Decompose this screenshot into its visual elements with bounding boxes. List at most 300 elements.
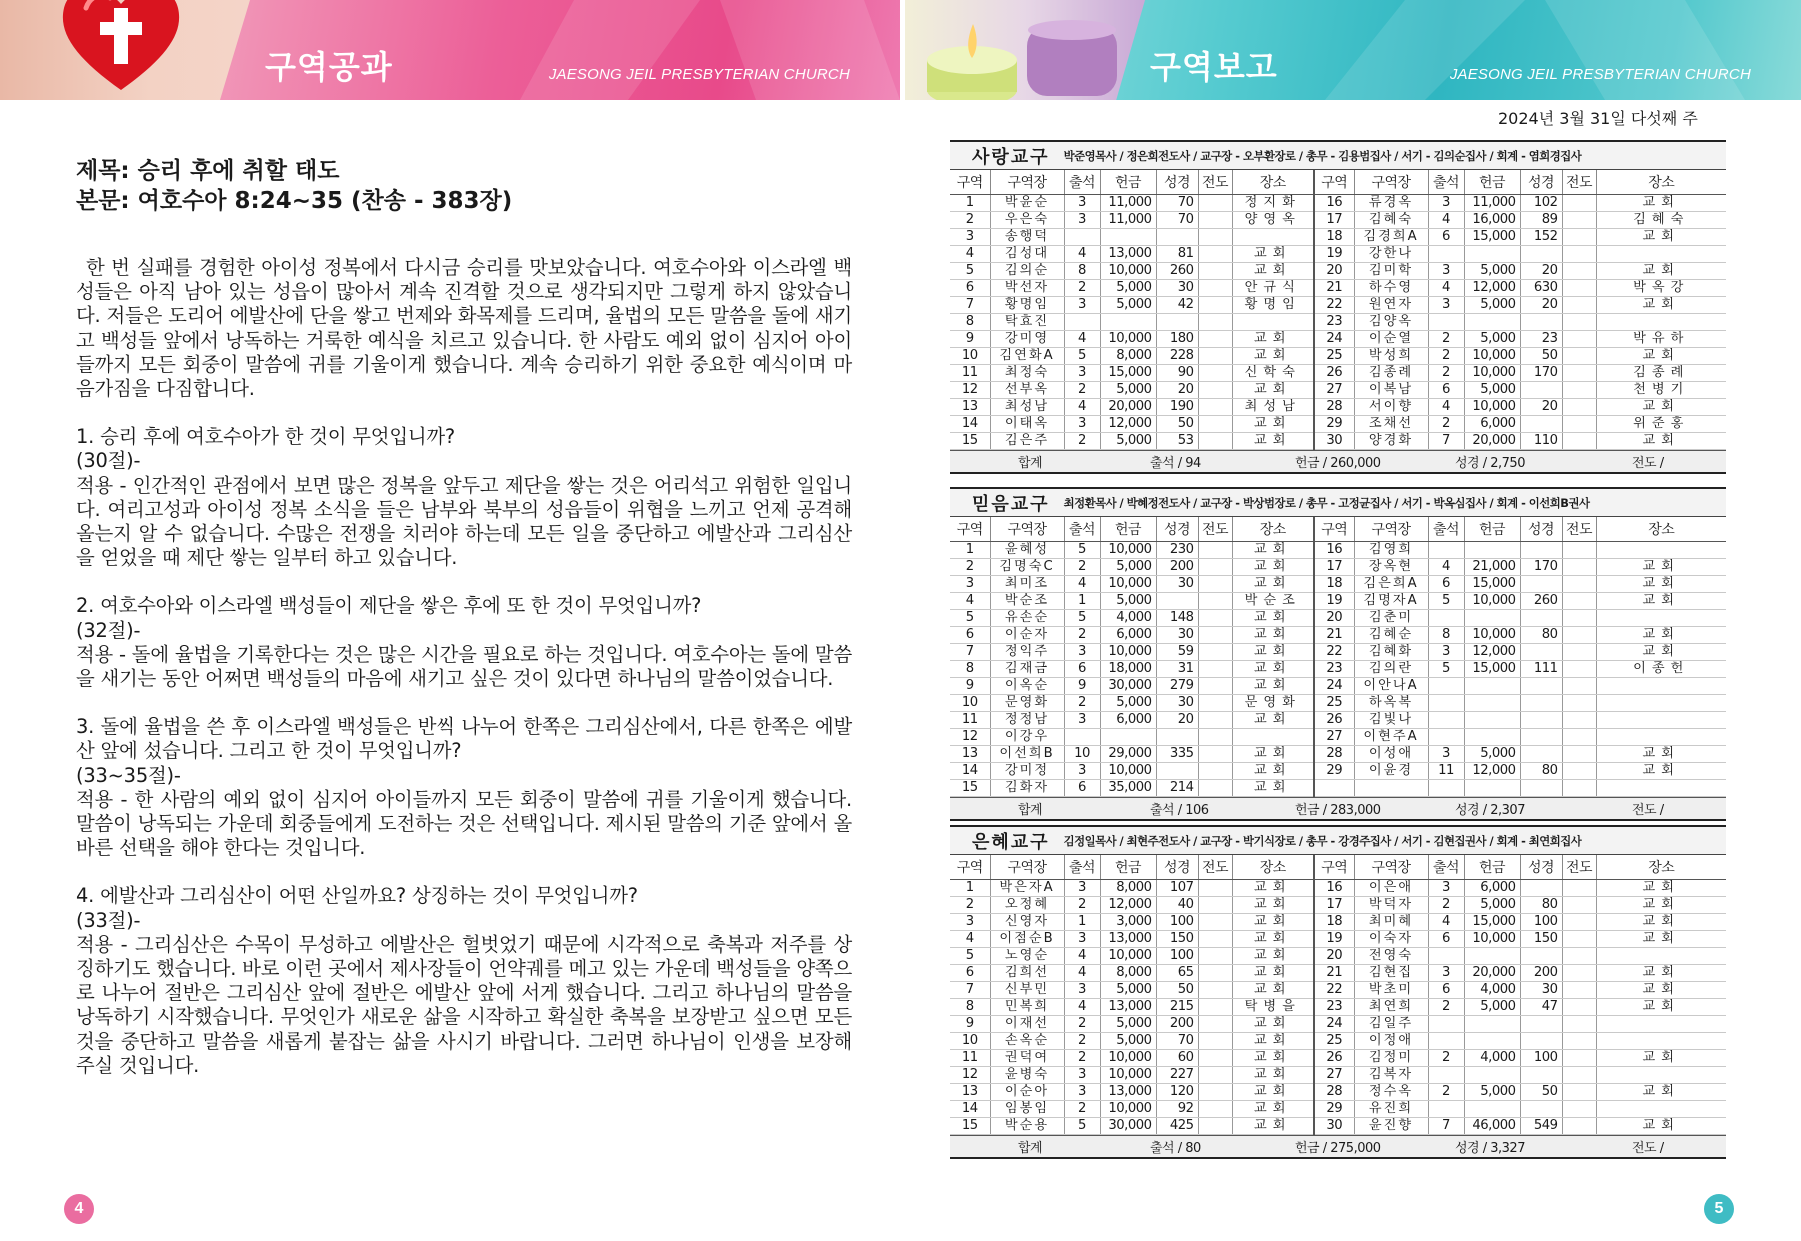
column-header: 헌금 [1464,517,1520,541]
table-row [950,541,1726,558]
table-row [950,1083,1726,1100]
table-cell: 5,000 [1100,1015,1156,1032]
table-cell: 12,000 [1100,415,1156,432]
table-cell: 5 [1064,347,1100,364]
table-cell: 박선자 [990,279,1064,296]
table-cell: 문영화 [990,694,1064,711]
column-header: 출석 [1064,170,1100,194]
table-cell [1464,609,1520,626]
table-cell: 12,000 [1464,762,1520,779]
table-cell: 5,000 [1100,296,1156,313]
table-cell: 교회 [1596,228,1726,245]
table-cell [1428,609,1464,626]
table-cell: 김경희A [1354,228,1428,245]
total-evangelism: 전도 / [1632,1140,1664,1156]
table-cell [1198,896,1232,913]
table-cell: 14 [950,1100,990,1117]
table-cell: 27 [1314,381,1354,398]
table-row [950,1117,1726,1134]
table-cell [1520,745,1562,762]
column-header: 전도 [1562,517,1596,541]
table-cell: 50 [1520,1083,1562,1100]
table-cell: 9 [950,1015,990,1032]
table-cell: 교회 [1232,575,1314,592]
table-cell [1428,711,1464,728]
question-reference: (32절)- [76,618,141,642]
table-cell: 6,000 [1100,626,1156,643]
table-cell: 17 [1314,896,1354,913]
table-cell [1198,779,1232,796]
table-cell: 50 [1156,981,1198,998]
table-cell [1198,728,1232,745]
table-cell: 이안나A [1354,677,1428,694]
table-cell: 교회 [1232,609,1314,626]
table-cell: 13,000 [1100,930,1156,947]
table-cell: 5,000 [1464,745,1520,762]
table-cell: 교회 [1596,896,1726,913]
table-cell [1064,313,1100,330]
table-cell: 이은애 [1354,879,1428,896]
table-cell [1428,694,1464,711]
table-cell: 46,000 [1464,1117,1520,1134]
table-cell [1198,626,1232,643]
table-cell: 8 [950,998,990,1015]
table-cell: 25 [1314,694,1354,711]
table-cell: 6 [1428,930,1464,947]
table-cell: 김명자A [1354,592,1428,609]
table-cell: 15,000 [1464,575,1520,592]
table-cell: 교회 [1232,1083,1314,1100]
table-cell: 28 [1314,745,1354,762]
lesson-question [76,715,852,860]
table-cell [1596,1100,1726,1117]
district-staff: 박준영목사 / 정은희전도사 / 교구장 - 오부환장로 / 총무 - 김용범집사 / 서기 - 김의순집사 / 회계 - 염희경집사 [1063,148,1582,163]
table-cell: 김의순 [990,262,1064,279]
table-cell: 9 [1064,677,1100,694]
table-cell: 20 [1314,609,1354,626]
table-cell [1562,592,1596,609]
table-cell [1562,913,1596,930]
table-cell: 교회 [1596,262,1726,279]
table-cell: 120 [1156,1083,1198,1100]
table-cell [1562,1032,1596,1049]
table-cell: 김명숙C [990,558,1064,575]
table-row [950,896,1726,913]
column-header: 장소 [1596,170,1726,194]
table-cell: 교회 [1232,981,1314,998]
question-reference: (33~35절)- [76,763,181,787]
page-number: 5 [1704,1194,1734,1224]
table-cell: 5 [1064,609,1100,626]
table-cell: 16,000 [1464,211,1520,228]
table-row [950,762,1726,779]
table-cell [1562,194,1596,211]
table-header-row [950,855,1726,879]
roster-table [950,517,1726,797]
table-cell: 15,000 [1464,228,1520,245]
table-cell: 4 [1064,398,1100,415]
question-reference: (30절)- [76,449,141,473]
lesson-intro: 한 번 실패를 경험한 아이성 정복에서 다시금 승리를 맛보았습니다. 여호수아와 이스라엘 백성들은 아직 남아 있는 성읍이 많아서 계속 진격할 것으로 생각되지만 그렇게 하지 않았습니다. 저들은 도리어 에발산에 단을 쌓고 번제와 화목제를 드리며, 율법의 모든 말씀을 돌에 새기고 백성들 앞에서 낭독하는 거룩한 예식을 치르고 있습니다. 한 사람도 예외 없이 심지어 아이들까지 모든 회중이 말씀에 귀를 기울이게 했습니다. 계속 승리하기 위한 중요한 예식이며 마음가짐을 다짐합니다. [76,256,852,401]
table-cell: 150 [1156,930,1198,947]
table-cell: 148 [1156,609,1198,626]
table-row [950,1032,1726,1049]
table-cell: 6 [1428,575,1464,592]
table-cell: 2 [1428,364,1464,381]
table-row [950,592,1726,609]
district-header [950,825,1726,855]
table-cell: 7 [1428,432,1464,449]
table-cell [1428,728,1464,745]
table-cell: 김희선 [990,964,1064,981]
table-cell: 10,000 [1100,1066,1156,1083]
table-cell: 교회 [1232,930,1314,947]
table-cell: 3 [1064,1083,1100,1100]
table-cell [1232,228,1314,245]
table-cell: 260 [1156,262,1198,279]
table-cell: 20 [1520,296,1562,313]
table-cell: 20,000 [1464,964,1520,981]
table-cell: 3 [1064,711,1100,728]
table-cell: 3 [1428,879,1464,896]
table-cell: 김혜화 [1354,643,1428,660]
table-row [950,677,1726,694]
table-cell: 22 [1314,981,1354,998]
question-application: 적용 - 인간적인 관점에서 보면 많은 정복을 앞두고 제단을 쌓는 것은 어리석고 위험한 일입니다. 여리고성과 아이성 정복 소식을 들은 남부와 북부의 성읍들이 위협을 느끼고 언제 공격해 올는지 알 수 없습니다. 수많은 전쟁을 치러야 하는데 모든 일을 중단하고 에발산과 그리심산을 얻었을 때 제단 쌓는 일부터 하고 있습니다. [76,473,852,570]
table-cell [1562,779,1596,796]
table-cell: 5,000 [1100,381,1156,398]
table-cell: 5,000 [1100,558,1156,575]
total-evangelism: 전도 / [1632,455,1664,471]
table-cell: 10,000 [1100,1049,1156,1066]
table-cell: 교회 [1232,964,1314,981]
table-cell: 우은숙 [990,211,1064,228]
column-header: 구역 [950,855,990,879]
table-cell: 24 [1314,330,1354,347]
table-cell: 3 [1064,930,1100,947]
table-cell: 김종례 [1354,364,1428,381]
table-cell: 260 [1520,592,1562,609]
lesson-scripture-line: 본문: 여호수아 8:24~35 (찬송 - 383장) [76,188,513,214]
table-cell: 47 [1520,998,1562,1015]
table-cell [1520,575,1562,592]
table-cell: 29 [1314,762,1354,779]
table-cell [1198,194,1232,211]
candle-icon [917,20,1137,100]
table-cell [1464,245,1520,262]
table-cell [1596,677,1726,694]
column-header: 헌금 [1100,855,1156,879]
section-title: 구역보고 [1150,48,1278,86]
table-cell: 교회 [1596,1117,1726,1134]
district-header [950,487,1726,517]
right-header-banner [905,0,1801,100]
table-cell [1314,779,1354,796]
table-row [950,745,1726,762]
table-cell: 15 [950,1117,990,1134]
table-cell: 3 [950,575,990,592]
table-cell: 6 [950,279,990,296]
table-cell [1156,728,1198,745]
table-cell: 11 [950,1049,990,1066]
table-cell: 교회 [1596,1083,1726,1100]
table-cell: 교회 [1232,1032,1314,1049]
column-header: 장소 [1596,855,1726,879]
column-header: 구역장 [990,517,1064,541]
table-cell [1596,609,1726,626]
table-cell: 100 [1520,913,1562,930]
table-cell [1562,762,1596,779]
table-cell: 5 [1064,541,1100,558]
column-header: 헌금 [1464,855,1520,879]
lesson-body [76,256,852,1078]
table-cell: 10,000 [1100,330,1156,347]
table-cell: 김재금 [990,660,1064,677]
table-cell: 이재선 [990,1015,1064,1032]
table-cell: 81 [1156,245,1198,262]
lesson-title [76,156,852,216]
table-cell: 20 [1520,262,1562,279]
table-cell: 10 [1064,745,1100,762]
table-cell [1520,541,1562,558]
table-cell: 2 [1428,347,1464,364]
question-text: 4. 에발산과 그리심산이 어떤 산일까요? 상징하는 것이 무엇입니까? [76,884,638,908]
table-cell: 29 [1314,1100,1354,1117]
table-cell: 2 [1428,1049,1464,1066]
table-row [950,228,1726,245]
table-cell: 20,000 [1100,398,1156,415]
table-cell: 김일주 [1354,1015,1428,1032]
table-cell: 교회 [1232,541,1314,558]
table-cell: 16 [1314,541,1354,558]
total-label: 합계 [1018,802,1043,818]
table-cell: 교회 [1596,194,1726,211]
heart-cross-icon [56,0,186,98]
table-cell [1100,228,1156,245]
table-cell [1562,228,1596,245]
table-cell: 30 [1314,432,1354,449]
table-cell: 교회 [1232,660,1314,677]
table-cell [1562,398,1596,415]
column-header: 구역 [1314,517,1354,541]
table-cell: 23 [1520,330,1562,347]
table-cell: 3 [1064,643,1100,660]
table-row [950,575,1726,592]
table-cell: 5 [1064,1117,1100,1134]
table-row [950,558,1726,575]
table-cell [1464,1015,1520,1032]
table-row [950,660,1726,677]
table-cell: 5,000 [1100,1032,1156,1049]
table-row [950,711,1726,728]
table-cell [1198,575,1232,592]
table-cell [1562,541,1596,558]
table-cell [1562,296,1596,313]
column-header: 성경 [1520,170,1562,194]
table-cell [1562,575,1596,592]
table-cell: 1 [950,541,990,558]
table-cell: 70 [1156,1032,1198,1049]
table-cell: 50 [1156,415,1198,432]
table-cell: 2 [1064,381,1100,398]
table-cell [1198,381,1232,398]
table-cell: 30 [1156,575,1198,592]
table-cell: 100 [1156,947,1198,964]
table-cell: 4 [1428,913,1464,930]
table-cell [1520,711,1562,728]
table-cell: 박덕자 [1354,896,1428,913]
table-cell: 교회 [1232,913,1314,930]
table-cell: 2 [1064,558,1100,575]
table-cell: 조채선 [1354,415,1428,432]
table-cell: 천병기 [1596,381,1726,398]
table-cell: 29,000 [1100,745,1156,762]
table-cell [1562,728,1596,745]
table-cell [1156,228,1198,245]
column-header: 출석 [1428,517,1464,541]
column-header: 구역 [1314,170,1354,194]
table-cell: 5,000 [1464,896,1520,913]
table-cell: 13,000 [1100,1083,1156,1100]
table-cell: 김혜순 [1354,626,1428,643]
table-cell [1428,1032,1464,1049]
table-cell: 9 [950,677,990,694]
column-header: 구역 [950,517,990,541]
table-cell: 92 [1156,1100,1198,1117]
column-header: 구역장 [1354,517,1428,541]
table-cell: 6 [950,964,990,981]
table-cell: 양영옥 [1232,211,1314,228]
table-cell [1562,711,1596,728]
table-cell: 12,000 [1464,643,1520,660]
table-cell: 23 [1314,998,1354,1015]
table-cell: 214 [1156,779,1198,796]
column-header: 장소 [1232,855,1314,879]
table-cell: 강한나 [1354,245,1428,262]
table-cell: 7 [1428,1117,1464,1134]
table-cell [1520,609,1562,626]
table-cell: 박초미 [1354,981,1428,998]
table-cell [1198,364,1232,381]
table-cell: 26 [1314,711,1354,728]
table-cell: 59 [1156,643,1198,660]
table-cell: 교회 [1596,626,1726,643]
table-cell: 김복자 [1354,1066,1428,1083]
table-cell [1464,947,1520,964]
table-cell [1064,228,1100,245]
table-cell [1562,643,1596,660]
table-cell: 하옥복 [1354,694,1428,711]
table-cell: 10,000 [1464,592,1520,609]
table-cell [1520,694,1562,711]
table-row [950,245,1726,262]
table-cell: 12 [950,381,990,398]
table-cell: 10 [950,694,990,711]
lesson-content [76,156,852,1102]
table-cell [1562,930,1596,947]
table-cell: 65 [1156,964,1198,981]
table-cell [1562,347,1596,364]
table-cell [1464,1100,1520,1117]
table-cell: 문영화 [1232,694,1314,711]
table-cell: 탁효진 [990,313,1064,330]
table-row [950,779,1726,796]
table-cell [1562,998,1596,1015]
table-cell: 12 [950,728,990,745]
table-cell: 279 [1156,677,1198,694]
table-row [950,211,1726,228]
lesson-question [76,594,852,691]
table-cell: 3 [1428,745,1464,762]
table-cell: 80 [1520,762,1562,779]
column-header: 구역장 [1354,170,1428,194]
table-cell: 김성대 [990,245,1064,262]
table-cell: 오정혜 [990,896,1064,913]
table-cell: 3 [1428,262,1464,279]
column-header: 출석 [1428,170,1464,194]
table-cell: 3 [1064,364,1100,381]
table-cell: 교회 [1596,981,1726,998]
table-cell: 4 [1428,398,1464,415]
table-cell: 교회 [1596,643,1726,660]
table-cell: 19 [1314,930,1354,947]
table-cell: 22 [1314,643,1354,660]
column-header: 구역 [950,170,990,194]
report-date: 2024년 3월 31일 다섯째 주 [1498,109,1698,128]
table-row [950,964,1726,981]
table-cell: 최미혜 [1354,913,1428,930]
table-cell: 4,000 [1100,609,1156,626]
table-cell: 8 [950,313,990,330]
table-cell: 5,000 [1464,381,1520,398]
table-cell: 53 [1156,432,1198,449]
table-cell: 190 [1156,398,1198,415]
table-cell: 교회 [1596,296,1726,313]
district-header [950,140,1726,170]
table-cell: 박순용 [990,1117,1064,1134]
table-cell: 35,000 [1100,779,1156,796]
table-cell: 3 [1428,643,1464,660]
table-cell: 민복희 [990,998,1064,1015]
table-cell: 2 [1428,330,1464,347]
table-cell: 4 [1064,998,1100,1015]
table-cell: 원연자 [1354,296,1428,313]
table-cell: 12 [950,1066,990,1083]
table-cell: 20 [1314,947,1354,964]
table-cell: 26 [1314,364,1354,381]
column-header: 성경 [1520,517,1562,541]
total-row [950,1135,1726,1159]
table-cell: 김화자 [990,779,1064,796]
table-cell: 42 [1156,296,1198,313]
table-cell: 교회 [1232,432,1314,449]
column-header: 전도 [1562,170,1596,194]
table-row [950,1100,1726,1117]
table-cell [1562,432,1596,449]
table-cell: 50 [1520,347,1562,364]
lesson-question [76,425,852,570]
table-row [950,947,1726,964]
question-application: 적용 - 한 사람의 예외 없이 심지어 아이들까지 모든 회중이 말씀에 귀를 기울이게 했습니다. 말씀이 낭독되는 가운데 회중들에게 도전하는 것은 선택입니다. 제시된 말씀의 기준 앞에서 올바른 선택을 해야 한다는 것입니다. [76,787,852,860]
table-cell: 이순아 [990,1083,1064,1100]
table-cell: 2 [950,558,990,575]
table-cell [1100,728,1156,745]
table-cell: 6 [1428,381,1464,398]
table-cell [1596,728,1726,745]
table-cell: 24 [1314,677,1354,694]
table-cell: 180 [1156,330,1198,347]
table-cell: 10,000 [1100,575,1156,592]
